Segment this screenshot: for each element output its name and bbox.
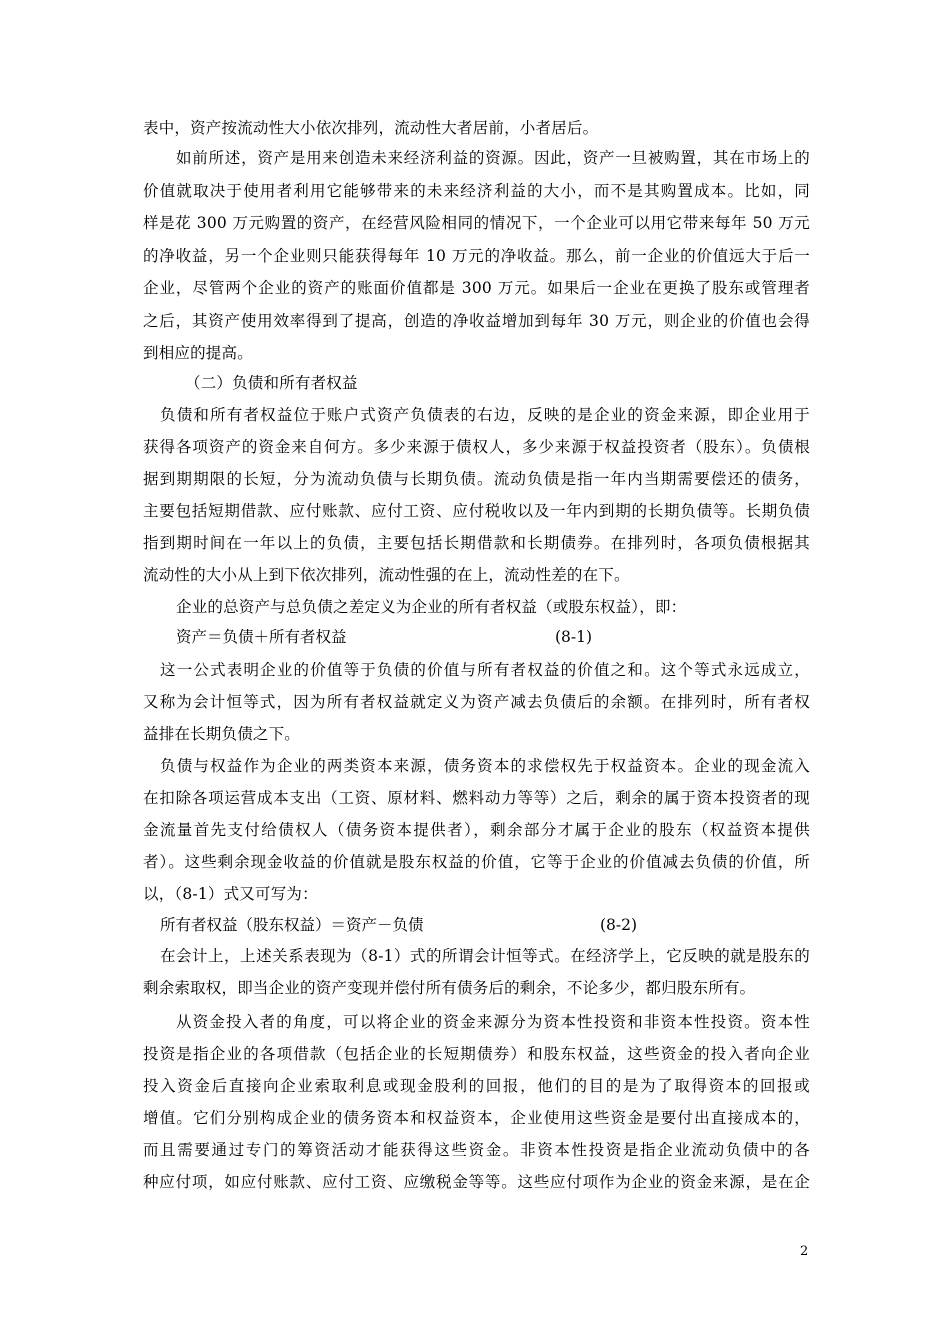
text-line: 之后，其资产使用效率得到了提高，创造的净收益增加到每年 30 万元，则企业的价值也会得 [143,312,810,330]
text-line: 负债与权益作为企业的两类资本来源，债务资本的求偿权先于权益资本。企业的现金流入 [160,757,810,775]
text-line: 在会计上，上述关系表现为（8-1）式的所谓会计恒等式。在经济学上，它反映的就是股东的 [160,947,810,965]
text-line: 投资是指企业的各项借款（包括企业的长短期债券）和股东权益，这些资金的投入者向企业 [143,1045,810,1063]
text-line: 到相应的提高。 [143,344,253,362]
text-line: 样是花 300 万元购置的资产，在经营风险相同的情况下，一个企业可以用它带来每年 50 万元 [143,214,810,232]
text-line: 益排在长期负债之下。 [143,725,301,743]
text-line: 又称为会计恒等式，因为所有者权益就定义为资产减去负债后的余额。在排列时，所有者权 [143,693,810,711]
text-line: 种应付项，如应付账款、应付工资、应缴税金等等。这些应付项作为企业的资金来源，是在企 [143,1173,810,1191]
text-line: 这一公式表明企业的价值等于负债的价值与所有者权益的价值之和。这个等式永远成立， [160,661,810,679]
text-line: 剩余索取权，即当企业的资产变现并偿付所有债务后的剩余，不论多少，都归股东所有。 [143,979,756,997]
text-line: 企业的总资产与总负债之差定义为企业的所有者权益（或股东权益），即： [176,598,687,616]
text-line: 流动性的大小从上到下依次排列，流动性强的在上，流动性差的在下。 [143,566,630,584]
equation-8-1: 资产＝负债＋所有者权益 [176,628,347,646]
text-line: 从资金投入者的角度，可以将企业的资金来源分为资本性投资和非资本性投资。资本性 [176,1013,810,1031]
text-line: 在扣除各项运营成本支出（工资、原材料、燃料动力等等）之后，剩余的属于资本投资者的现 [143,789,810,807]
text-line: 金流量首先支付给债权人（债务资本提供者），剩余部分才属于企业的股东（权益资本提供 [143,821,810,839]
text-line: 据到期期限的长短，分为流动负债与长期负债。流动负债是指一年内当期需要偿还的债务， [143,470,810,488]
text-line: 表中，资产按流动性大小依次排列，流动性大者居前，小者居后。 [143,119,599,137]
text-line: 指到期时间在一年以上的负债，主要包括长期借款和长期债券。在排列时，各项负债根据其 [143,534,810,552]
text-line: 增值。它们分别构成企业的债务资本和权益资本，企业使用这些资金是要付出直接成本的， [143,1109,810,1127]
equation-8-2: 所有者权益（股东权益）＝资产－负债 [160,916,424,934]
text-line: 价值就取决于使用者利用它能够带来的未来经济利益的大小，而不是其购置成本。比如，同 [143,182,810,200]
text-line: 以，（8-1）式又可写为： [143,885,318,903]
page-number: 2 [800,1244,809,1259]
section-heading: （二）负债和所有者权益 [185,374,358,392]
text-line: 企业，尽管两个企业的资产的账面价值都是 300 万元。如果后一企业在更换了股东或管理者 [143,279,810,297]
text-line: 如前所述，资产是用来创造未来经济利益的资源。因此，资产一旦被购置，其在市场上的 [176,149,810,167]
text-line: 投入资金后直接向企业索取利息或现金股利的回报，他们的目的是为了取得资本的回报或 [143,1077,810,1095]
text-line: 负债和所有者权益位于账户式资产负债表的右边，反映的是企业的资金来源，即企业用于 [160,406,810,424]
text-line: 主要包括短期借款、应付账款、应付工资、应付税收以及一年内到期的长期负债等。长期负债 [143,502,810,520]
text-line: 者）。这些剩余现金收益的价值就是股东权益的价值，它等于企业的价值减去负债的价值，所 [143,853,810,871]
text-line: 而且需要通过专门的筹资活动才能获得这些资金。非资本性投资是指企业流动负债中的各 [143,1141,810,1159]
text-line: 的净收益，另一个企业则只能获得每年 10 万元的净收益。那么，前一企业的价值远大于后一 [143,247,810,265]
text-line: 获得各项资产的资金来自何方。多少来源于债权人，多少来源于权益投资者（股东）。负债根 [143,438,810,456]
equation-number-8-1: (8-1) [555,628,593,646]
equation-number-8-2: (8-2) [600,916,638,934]
